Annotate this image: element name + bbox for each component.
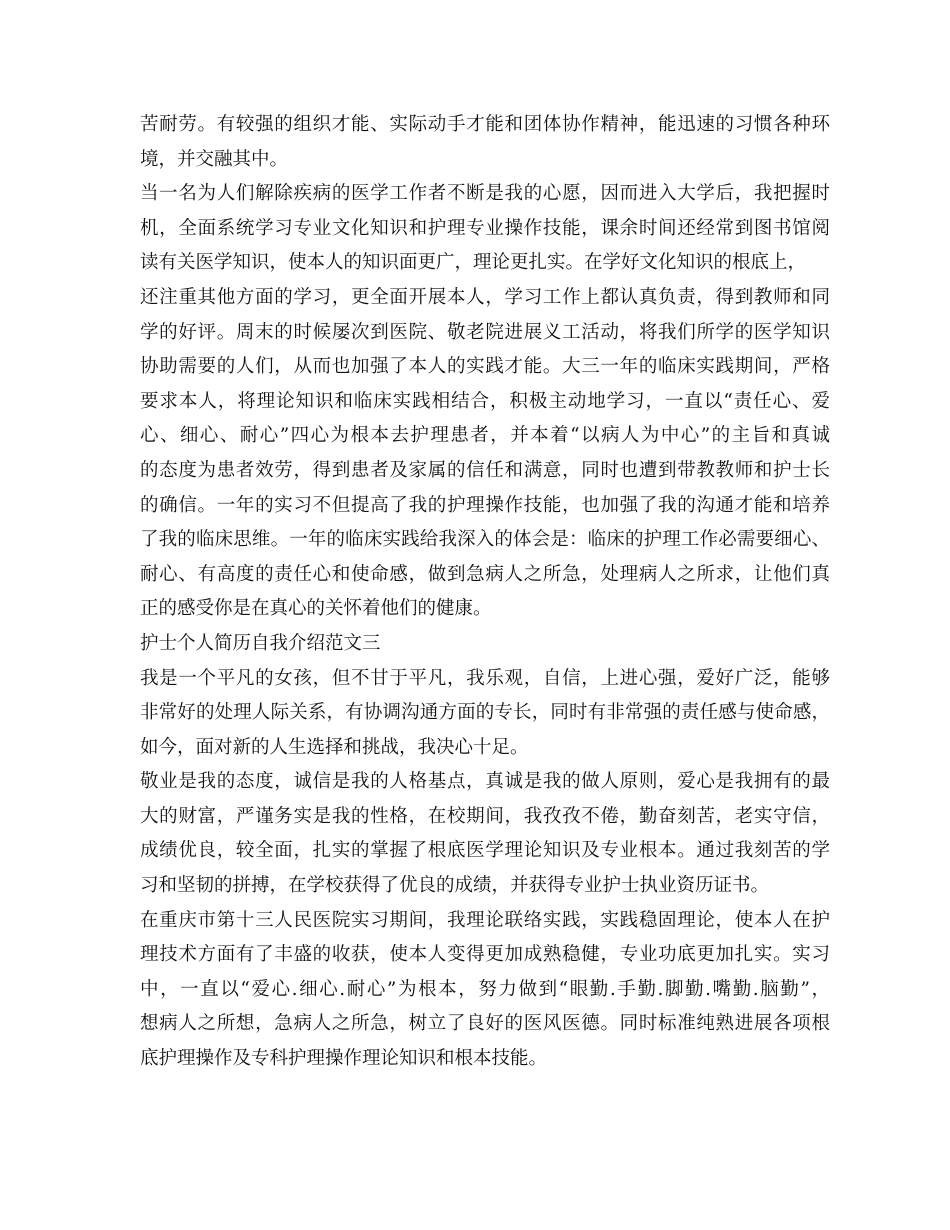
text-line: 护士个人简历自我介绍范文三 <box>140 632 381 654</box>
text-line: 的确信。一年的实习不但提高了我的护理操作技能，也加强了我的沟通才能和培养 <box>140 494 830 516</box>
text-line: 敬业是我的态度，诚信是我的人格基点，真诚是我的做人原则，爱心是我拥有的最 <box>140 771 830 793</box>
document-body <box>140 108 830 1077</box>
text-line: 理技术方面有了丰盛的收获，使本人变得更加成熟稳健，专业功底更加扎实。实习 <box>140 944 830 966</box>
text-line: 中，一直以“爱心.细心.耐心”为根本，努力做到“眼勤.手勤.脚勤.嘴勤.脑勤”， <box>140 978 830 1000</box>
text-line: 还注重其他方面的学习，更全面开展本人，学习工作上都认真负责，得到教师和同 <box>140 286 830 308</box>
text-line: 在重庆市第十三人民医院实习期间，我理论联络实践，实践稳固理论，使本人在护 <box>140 909 830 931</box>
text-line: 底护理操作及专科护理操作理论知识和根本技能。 <box>140 1048 548 1070</box>
text-line: 了我的临床思维。一年的临床实践给我深入的体会是：临床的护理工作必需要细心、 <box>140 529 830 551</box>
text-line: 我是一个平凡的女孩，但不甘于平凡，我乐观，自信，上进心强，爱好广泛，能够 <box>140 667 830 689</box>
text-line: 非常好的处理人际关系，有协调沟通方面的专长，同时有非常强的责任感与使命感， <box>140 702 830 724</box>
text-line: 读有关医学知识，使本人的知识面更广，理论更扎实。在学好文化知识的根底上， <box>140 252 807 274</box>
text-line: 耐心、有高度的责任心和使命感，做到急病人之所急，处理病人之所求，让他们真 <box>140 563 830 585</box>
text-line: 心、细心、耐心”四心为根本去护理患者，并本着“以病人为中心”的主旨和真诚 <box>140 425 830 447</box>
text-line: 学的好评。周末的时候屡次到医院、敬老院进展义工活动，将我们所学的医学知识 <box>140 321 830 343</box>
text-line: 的态度为患者效劳，得到患者及家属的信任和满意，同时也遭到带教教师和护士长 <box>140 459 830 481</box>
text-line: 如今，面对新的人生选择和挑战，我决心十足。 <box>140 736 529 758</box>
text-line: 当一名为人们解除疾病的医学工作者不断是我的心愿，因而进入大学后，我把握时 <box>140 183 830 205</box>
text-line: 正的感受你是在真心的关怀着他们的健康。 <box>140 598 492 620</box>
text-line: 机，全面系统学习专业文化知识和护理专业操作技能，课余时间还经常到图书馆阅 <box>140 217 830 239</box>
text-line: 想病人之所想，急病人之所急，树立了良好的医风医德。同时标准纯熟进展各项根 <box>140 1013 830 1035</box>
text-line: 苦耐劳。有较强的组织才能、实际动手才能和团体协作精神，能迅速的习惯各种环 <box>140 114 830 135</box>
text-line: 要求本人，将理论知识和临床实践相结合，积极主动地学习，一直以“责任心、爱 <box>140 390 830 412</box>
text-line: 成绩优良，较全面，扎实的掌握了根底医学理论知识及专业根本。通过我刻苦的学 <box>140 840 830 862</box>
text-line: 境，并交融其中。 <box>140 148 289 170</box>
text-line: 协助需要的人们，从而也加强了本人的实践才能。大三一年的临床实践期间，严格 <box>140 356 830 378</box>
text-line: 习和坚韧的拼搏，在学校获得了优良的成绩，并获得专业护士执业资历证书。 <box>140 875 770 897</box>
text-line: 大的财富，严谨务实是我的性格，在校期间，我孜孜不倦，勤奋刻苦，老实守信， <box>140 805 830 827</box>
